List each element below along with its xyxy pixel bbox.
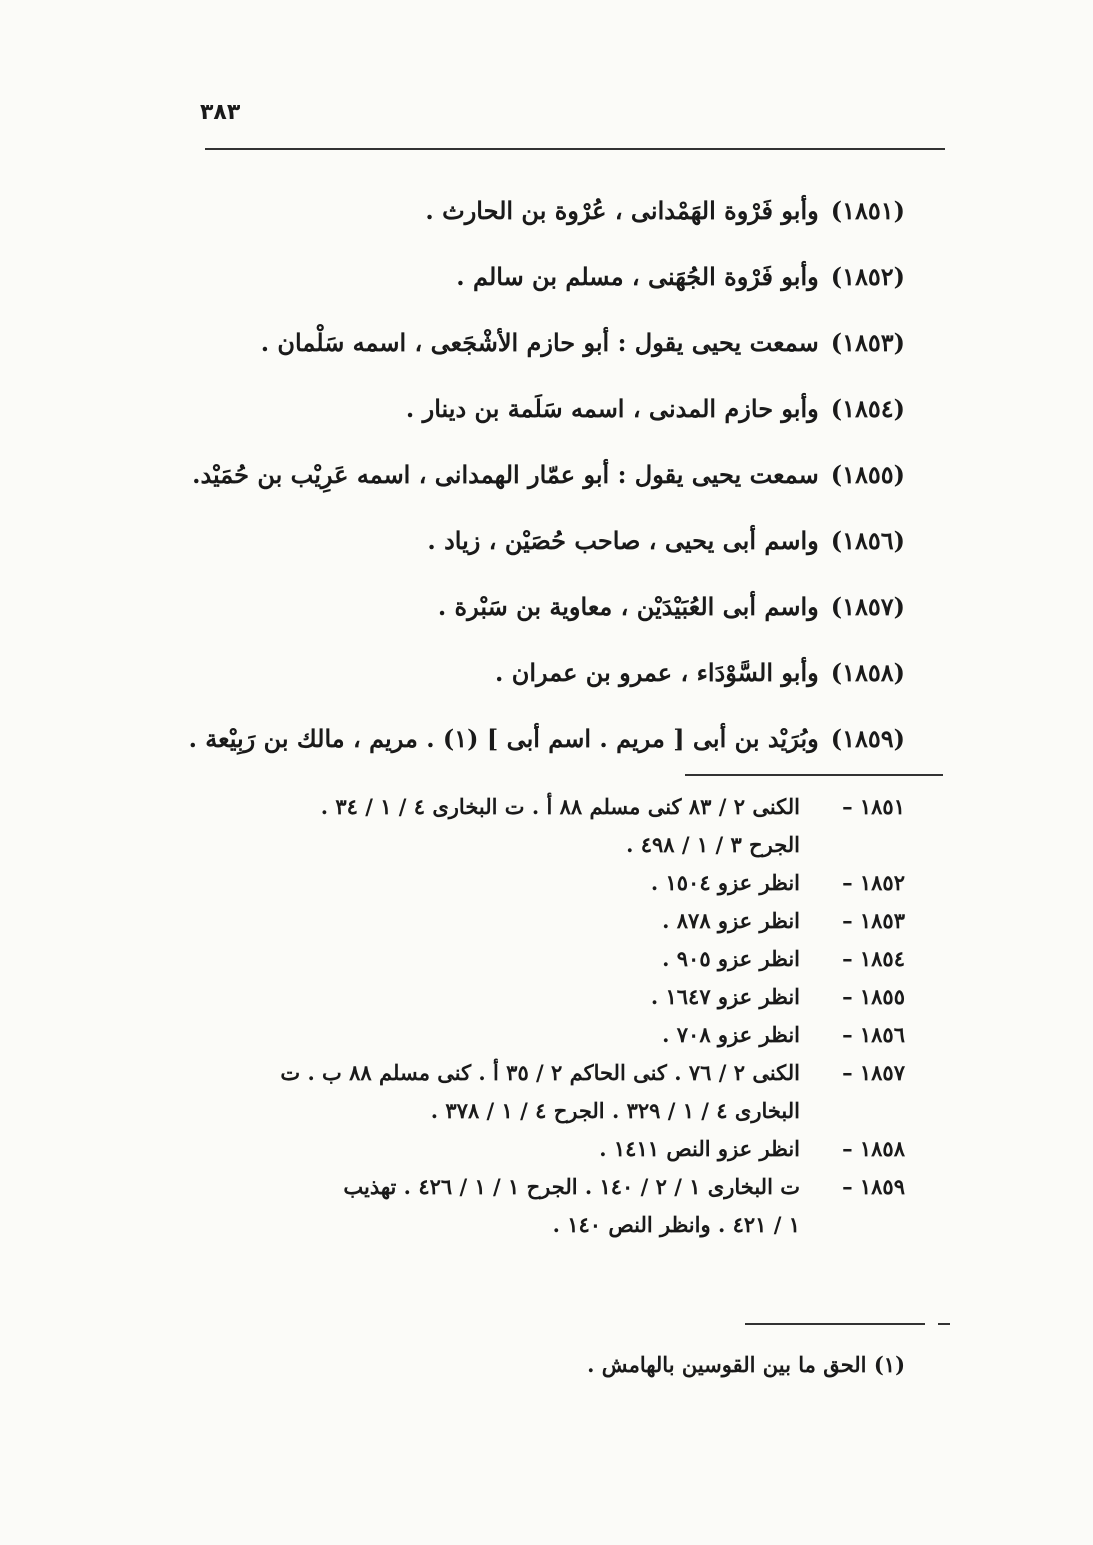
entry <box>188 713 905 779</box>
entry-text: وأبو حازم المدنى ، اسمه سَلَمة بن دينار . <box>405 394 819 423</box>
entry-text: وأبو فَرْوة الهَمْدانى ، عُرْوة بن الحارث . <box>425 196 819 225</box>
entry <box>215 317 905 383</box>
note-line: انظر عزو ٨٧٨ . <box>662 908 800 933</box>
reference-note <box>215 788 905 864</box>
reference-notes <box>215 788 905 1244</box>
top-divider <box>205 148 945 150</box>
entry-text: سمعت يحيى يقول : أبو عمّار الهمدانى ، اسمه عَرِيْب بن حُمَيْد. <box>192 460 819 489</box>
reference-note <box>215 1016 905 1054</box>
entry <box>215 251 905 317</box>
entry <box>215 581 905 647</box>
note-number: ١٨٥٧ – <box>842 1060 905 1085</box>
note-line: الجرح ٣ / ١ / ٤٩٨ . <box>626 832 800 857</box>
entry-number: (١٨٥٨) <box>830 658 905 687</box>
reference-note <box>215 902 905 940</box>
note-number: ١٨٥٩ – <box>842 1174 905 1199</box>
entry-number: (١٨٥٣) <box>830 328 905 357</box>
note-line: ١ / ٤٢١ . وانظر النص ١٤٠ . <box>552 1212 800 1237</box>
note-number: ١٨٥٣ – <box>842 908 905 933</box>
entry <box>215 383 905 449</box>
note-number: ١٨٥١ – <box>842 794 905 819</box>
notes-divider <box>685 774 943 776</box>
entry-text: سمعت يحيى يقول : أبو حازم الأشْجَعى ، اسمه سَلْمان . <box>260 328 819 357</box>
reference-note <box>215 1168 905 1244</box>
entry-text: وبُرَيْد بن أبى [ مريم . اسم أبى ] (١) . مريم ، مالك بن رَبِيْعة . <box>188 724 819 753</box>
entry-number: (١٨٥٩) <box>830 724 905 753</box>
note-number: ١٨٥٦ – <box>842 1022 905 1047</box>
note-line: الكنى ٢ / ٨٣ كنى مسلم ٨٨ أ . ت البخارى ٤ / ١ / ٣٤ . <box>320 794 800 819</box>
footnote-divider <box>745 1323 925 1325</box>
entry <box>215 515 905 581</box>
entries-list <box>188 185 905 779</box>
note-line: الكنى ٢ / ٧٦ . كنى الحاكم ٢ / ٣٥ أ . كنى مسلم ٨٨ ب . ت <box>280 1060 800 1085</box>
reference-note <box>215 940 905 978</box>
note-line: البخارى ٤ / ١ / ٣٢٩ . الجرح ٤ / ١ / ٣٧٨ . <box>430 1098 800 1123</box>
page-number: ٣٨٣ <box>200 100 241 125</box>
entry-number: (١٨٥٥) <box>830 460 905 489</box>
entry-number: (١٨٥٦) <box>830 526 905 555</box>
footnote-divider-dash <box>938 1323 950 1325</box>
footnote: (١) الحق ما بين القوسين بالهامش . <box>587 1352 905 1377</box>
reference-note <box>215 1130 905 1168</box>
note-line: انظر عزو ٩٠٥ . <box>662 946 800 971</box>
reference-note <box>215 1054 905 1130</box>
note-line: انظر عزو ٧٠٨ . <box>662 1022 800 1047</box>
note-line: انظر عزو ١٥٠٤ . <box>650 870 800 895</box>
note-number: ١٨٥٤ – <box>842 946 905 971</box>
entry-number: (١٨٥١) <box>830 196 905 225</box>
entry <box>215 185 905 251</box>
reference-note <box>215 864 905 902</box>
note-number: ١٨٥٨ – <box>842 1136 905 1161</box>
reference-note <box>215 978 905 1016</box>
entry-number: (١٨٥٤) <box>830 394 905 423</box>
entry-text: وأبو السَّوْدَاء ، عمرو بن عمران . <box>495 658 819 687</box>
note-line: انظر عزو ١٦٤٧ . <box>650 984 800 1009</box>
note-number: ١٨٥٥ – <box>842 984 905 1009</box>
entry-number: (١٨٥٧) <box>830 592 905 621</box>
note-number: ١٨٥٢ – <box>842 870 905 895</box>
entry-text: وأبو فَرْوة الجُهَنى ، مسلم بن سالم . <box>456 262 819 291</box>
note-line: انظر عزو النص ١٤١١ . <box>599 1136 800 1161</box>
entry-text: واسم أبى العُبَيْدَيْن ، معاوية بن سَبْرة . <box>437 592 819 621</box>
entry <box>192 449 905 515</box>
entry-text: واسم أبى يحيى ، صاحب حُصَيْن ، زياد . <box>427 526 819 555</box>
entry-number: (١٨٥٢) <box>830 262 905 291</box>
note-line: ت البخارى ١ / ٢ / ١٤٠ . الجرح ١ / ١ / ٤٢٦ . تهذيب <box>343 1174 800 1199</box>
entry <box>215 647 905 713</box>
